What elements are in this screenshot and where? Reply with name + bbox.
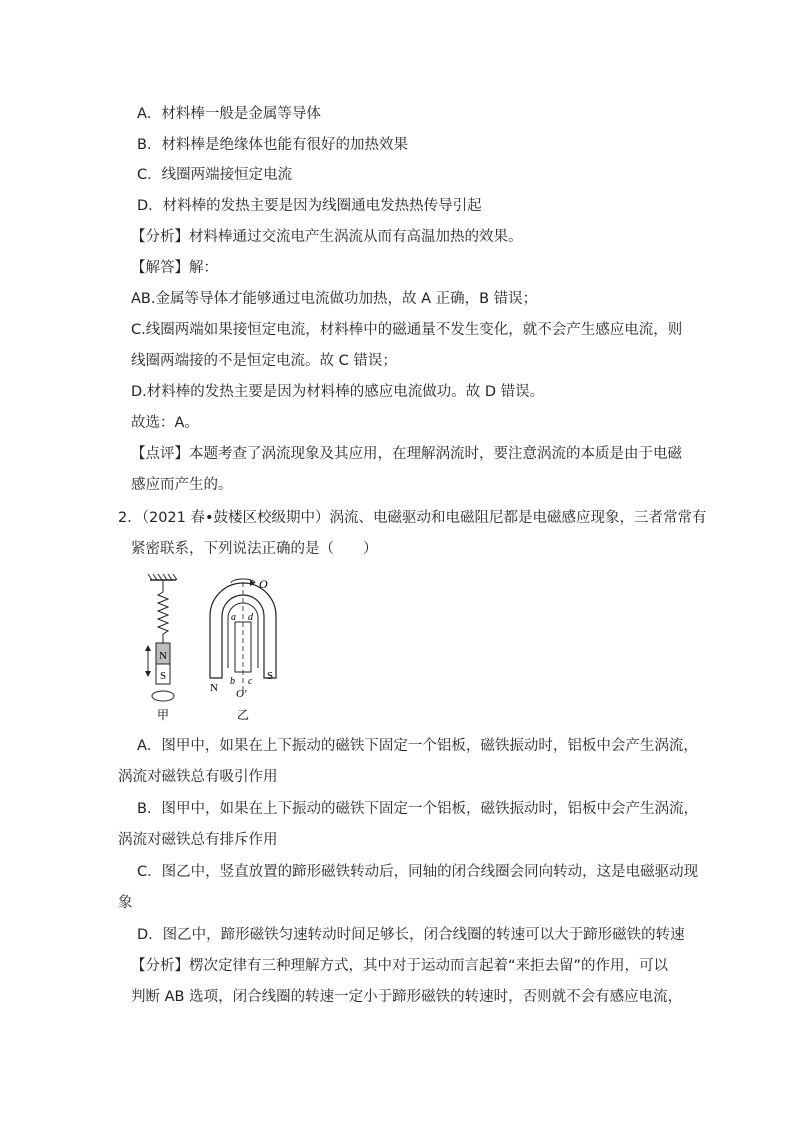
yi-a-label: a bbox=[231, 612, 236, 623]
q2-option-a-line1: A．图甲中，如果在上下振动的磁铁下固定一个铝板，磁铁振动时，铝板中会产生涡流， bbox=[137, 738, 698, 754]
q2-option-a-line2: 涡流对磁铁总有吸引作用 bbox=[118, 769, 278, 785]
q2-stem-line1: 2．（2021 春•鼓楼区校级期中）涡流、电磁驱动和电磁阻尼都是电磁感应现象，三者常常有 bbox=[118, 510, 707, 526]
q1-option-d: D．材料棒的发热主要是因为线圈通电发热热传导引起 bbox=[137, 198, 482, 214]
q1-answer-c-line2: 线圈两端接的不是恒定电流。故 C 错误； bbox=[131, 353, 397, 369]
figure-jia bbox=[145, 574, 177, 722]
q1-analysis: 【分析】材料棒通过交流电产生涡流从而有高温加热的效果。 bbox=[131, 229, 523, 245]
q1-final-choice: 故选：A。 bbox=[131, 415, 199, 431]
q2-option-b-line1: B．图甲中，如果在上下振动的磁铁下固定一个铝板，磁铁振动时，铝板中会产生涡流， bbox=[137, 801, 698, 817]
jia-n-label: N bbox=[159, 650, 167, 662]
q2-figure bbox=[140, 572, 300, 722]
yi-c-label: c bbox=[248, 676, 253, 687]
q2-analysis-line2: 判断 AB 选项，闭合线圈的转速一定小于蹄形磁铁的转速时，否则就不会有感应电流， bbox=[131, 989, 683, 1005]
q2-analysis-line1: 【分析】楞次定律有三种理解方式，其中对于运动而言起着“来拒去留”的作用，可以 bbox=[131, 958, 669, 974]
yi-b-label: b bbox=[230, 676, 235, 687]
q1-answer-c-line1: C.线圈两端如果接恒定电流，材料棒中的磁通量不发生变化，就不会产生感应电流，则 bbox=[131, 322, 683, 338]
q1-option-a: A．材料棒一般是金属等导体 bbox=[137, 106, 321, 122]
yi-s-label: S bbox=[267, 670, 274, 682]
q2-stem-line2: 紧密联系，下列说法正确的是（ ） bbox=[131, 541, 378, 557]
aluminum-plate bbox=[152, 691, 174, 701]
jia-caption: 甲 bbox=[156, 708, 170, 722]
q2-option-c-line1: C．图乙中，竖直放置的蹄形磁铁转动后，同轴的闭合线圈会同向转动，这是电磁驱动现 bbox=[137, 864, 699, 880]
yi-o-prime-label: O′ bbox=[236, 688, 247, 700]
yi-d-label: d bbox=[248, 612, 253, 623]
q1-answer-ab: AB.金属等导体才能够通过电流做功加热，故 A 正确，B 错误； bbox=[131, 291, 538, 307]
q1-comment-line1: 【点评】本题考查了涡流现象及其应用，在理解涡流时，要注意涡流的本质是由于电磁 bbox=[131, 446, 682, 462]
yi-o-label: O bbox=[259, 577, 268, 591]
q1-option-c: C．线圈两端接恒定电流 bbox=[137, 167, 293, 183]
q2-option-b-line2: 涡流对磁铁总有排斥作用 bbox=[118, 832, 278, 848]
q1-answer-d: D.材料棒的发热主要是因为材料棒的感应电流做功。故 D 错误。 bbox=[131, 384, 545, 400]
figure-yi bbox=[210, 577, 276, 722]
q1-option-b: B．材料棒是绝缘体也能有很好的加热效果 bbox=[137, 137, 408, 153]
q1-comment-line2: 感应而产生的。 bbox=[131, 477, 233, 493]
yi-n-label: N bbox=[210, 682, 218, 694]
q2-option-d: D．图乙中，蹄形磁铁匀速转动时间足够长，闭合线圈的转速可以大于蹄形磁铁的转速 bbox=[137, 927, 685, 943]
spring bbox=[158, 580, 168, 643]
q2-option-c-line2: 象 bbox=[118, 895, 133, 911]
vibration-arrow-icon bbox=[145, 645, 151, 677]
yi-caption: 乙 bbox=[236, 708, 250, 722]
q1-answer-heading: 【解答】解： bbox=[131, 260, 218, 276]
jia-s-label: S bbox=[159, 670, 167, 682]
